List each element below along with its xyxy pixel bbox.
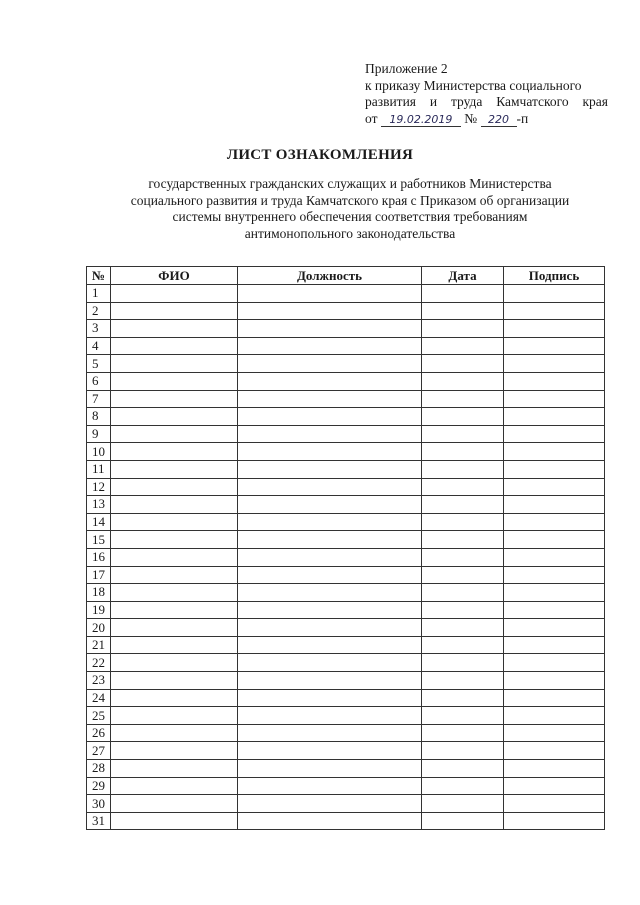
cell-position xyxy=(238,355,422,373)
cell-date xyxy=(422,724,504,742)
cell-fio xyxy=(111,355,238,373)
row-number: 26 xyxy=(87,724,111,742)
annex-word: и xyxy=(429,94,438,109)
cell-signature xyxy=(504,425,605,443)
cell-signature xyxy=(504,390,605,408)
header-signature: Подпись xyxy=(504,267,605,285)
cell-date xyxy=(422,689,504,707)
table-row xyxy=(87,355,605,373)
cell-signature xyxy=(504,795,605,813)
cell-fio xyxy=(111,390,238,408)
row-number: 17 xyxy=(87,566,111,584)
cell-date xyxy=(422,531,504,549)
row-number: 23 xyxy=(87,672,111,690)
cell-signature xyxy=(504,320,605,338)
cell-position xyxy=(238,566,422,584)
cell-signature xyxy=(504,513,605,531)
cell-position xyxy=(238,425,422,443)
cell-fio xyxy=(111,812,238,830)
annex-ministry-line xyxy=(365,94,608,111)
table-row xyxy=(87,812,605,830)
handwritten-number: 220 xyxy=(481,113,517,127)
table-header-row xyxy=(87,267,605,285)
cell-date xyxy=(422,460,504,478)
cell-signature xyxy=(504,443,605,461)
cell-date xyxy=(422,548,504,566)
cell-date xyxy=(422,408,504,426)
cell-fio xyxy=(111,654,238,672)
cell-position xyxy=(238,548,422,566)
row-number: 9 xyxy=(87,425,111,443)
cell-position xyxy=(238,531,422,549)
cell-position xyxy=(238,460,422,478)
cell-fio xyxy=(111,584,238,602)
cell-date xyxy=(422,285,504,303)
cell-date xyxy=(422,478,504,496)
row-number: 3 xyxy=(87,320,111,338)
header-fio: ФИО xyxy=(111,267,238,285)
cell-date xyxy=(422,707,504,725)
cell-position xyxy=(238,742,422,760)
cell-date xyxy=(422,337,504,355)
annex-word: развития xyxy=(365,94,417,109)
annex-date-line xyxy=(365,111,615,128)
cell-fio xyxy=(111,425,238,443)
cell-position xyxy=(238,636,422,654)
cell-signature xyxy=(504,531,605,549)
cell-date xyxy=(422,619,504,637)
cell-date xyxy=(422,496,504,514)
cell-signature xyxy=(504,460,605,478)
cell-fio xyxy=(111,636,238,654)
table-row xyxy=(87,777,605,795)
cell-signature xyxy=(504,408,605,426)
cell-date xyxy=(422,390,504,408)
acknowledgement-table xyxy=(86,266,605,830)
cell-date xyxy=(422,812,504,830)
cell-fio xyxy=(111,478,238,496)
cell-fio xyxy=(111,795,238,813)
cell-position xyxy=(238,795,422,813)
cell-fio xyxy=(111,531,238,549)
cell-fio xyxy=(111,724,238,742)
cell-date xyxy=(422,795,504,813)
row-number: 19 xyxy=(87,601,111,619)
cell-position xyxy=(238,777,422,795)
cell-signature xyxy=(504,619,605,637)
subtitle-line: системы внутреннего обеспечения соответствия требованиям xyxy=(172,209,528,224)
cell-position xyxy=(238,619,422,637)
subtitle-line: антимонопольного законодательства xyxy=(244,225,456,241)
table-row xyxy=(87,302,605,320)
cell-date xyxy=(422,760,504,778)
cell-signature xyxy=(504,707,605,725)
table-row xyxy=(87,724,605,742)
table-row xyxy=(87,566,605,584)
cell-fio xyxy=(111,460,238,478)
cell-fio xyxy=(111,302,238,320)
cell-signature xyxy=(504,812,605,830)
header-date: Дата xyxy=(422,267,504,285)
row-number: 20 xyxy=(87,619,111,637)
table-row xyxy=(87,689,605,707)
cell-fio xyxy=(111,548,238,566)
row-number: 21 xyxy=(87,636,111,654)
cell-fio xyxy=(111,337,238,355)
table-row xyxy=(87,619,605,637)
row-number: 4 xyxy=(87,337,111,355)
cell-fio xyxy=(111,408,238,426)
cell-fio xyxy=(111,707,238,725)
cell-fio xyxy=(111,619,238,637)
cell-date xyxy=(422,672,504,690)
cell-position xyxy=(238,707,422,725)
cell-date xyxy=(422,425,504,443)
cell-date xyxy=(422,566,504,584)
table-row xyxy=(87,285,605,303)
cell-position xyxy=(238,513,422,531)
table-row xyxy=(87,795,605,813)
cell-fio xyxy=(111,601,238,619)
cell-signature xyxy=(504,548,605,566)
row-number: 14 xyxy=(87,513,111,531)
table-row xyxy=(87,654,605,672)
cell-position xyxy=(238,390,422,408)
cell-position xyxy=(238,337,422,355)
table-row xyxy=(87,548,605,566)
annex-word: труда xyxy=(450,94,483,109)
cell-position xyxy=(238,302,422,320)
cell-signature xyxy=(504,654,605,672)
cell-date xyxy=(422,654,504,672)
row-number: 27 xyxy=(87,742,111,760)
cell-signature xyxy=(504,742,605,760)
cell-signature xyxy=(504,337,605,355)
cell-position xyxy=(238,672,422,690)
row-number: 1 xyxy=(87,285,111,303)
row-number: 10 xyxy=(87,443,111,461)
cell-fio xyxy=(111,320,238,338)
document-subtitle xyxy=(95,176,605,242)
cell-signature xyxy=(504,285,605,303)
number-label: № xyxy=(464,110,478,126)
annex-block xyxy=(365,61,615,127)
row-number: 13 xyxy=(87,496,111,514)
cell-signature xyxy=(504,689,605,707)
cell-date xyxy=(422,777,504,795)
row-number: 8 xyxy=(87,408,111,426)
row-number: 29 xyxy=(87,777,111,795)
row-number: 5 xyxy=(87,355,111,373)
cell-signature xyxy=(504,777,605,795)
row-number: 30 xyxy=(87,795,111,813)
cell-signature xyxy=(504,672,605,690)
row-number: 2 xyxy=(87,302,111,320)
cell-signature xyxy=(504,724,605,742)
row-number: 15 xyxy=(87,531,111,549)
cell-date xyxy=(422,742,504,760)
cell-signature xyxy=(504,636,605,654)
from-label: от xyxy=(365,110,378,126)
cell-position xyxy=(238,724,422,742)
cell-fio xyxy=(111,372,238,390)
cell-date xyxy=(422,320,504,338)
row-number: 18 xyxy=(87,584,111,602)
row-number: 7 xyxy=(87,390,111,408)
cell-signature xyxy=(504,372,605,390)
row-number: 25 xyxy=(87,707,111,725)
cell-position xyxy=(238,478,422,496)
cell-position xyxy=(238,760,422,778)
cell-signature xyxy=(504,601,605,619)
cell-position xyxy=(238,320,422,338)
cell-position xyxy=(238,496,422,514)
cell-date xyxy=(422,601,504,619)
cell-position xyxy=(238,689,422,707)
table-row xyxy=(87,478,605,496)
cell-fio xyxy=(111,672,238,690)
subtitle-line: государственных гражданских служащих и работников Министерства xyxy=(148,176,552,191)
cell-fio xyxy=(111,443,238,461)
table-row xyxy=(87,408,605,426)
table-row xyxy=(87,707,605,725)
table-row xyxy=(87,531,605,549)
cell-position xyxy=(238,654,422,672)
table-row xyxy=(87,443,605,461)
table-row xyxy=(87,513,605,531)
annex-word: края xyxy=(582,94,608,109)
cell-date xyxy=(422,584,504,602)
cell-date xyxy=(422,355,504,373)
header-position: Должность xyxy=(238,267,422,285)
subtitle-line: социального развития и труда Камчатского края с Приказом об организации xyxy=(130,192,570,208)
number-suffix: -п xyxy=(516,110,529,126)
cell-position xyxy=(238,601,422,619)
cell-position xyxy=(238,372,422,390)
document-title: ЛИСТ ОЗНАКОМЛЕНИЯ xyxy=(226,147,414,163)
cell-fio xyxy=(111,285,238,303)
row-number: 16 xyxy=(87,548,111,566)
table-row xyxy=(87,460,605,478)
table-row xyxy=(87,320,605,338)
cell-date xyxy=(422,636,504,654)
cell-fio xyxy=(111,496,238,514)
cell-signature xyxy=(504,302,605,320)
table-row xyxy=(87,636,605,654)
cell-signature xyxy=(504,355,605,373)
row-number: 22 xyxy=(87,654,111,672)
cell-signature xyxy=(504,566,605,584)
cell-position xyxy=(238,812,422,830)
table-row xyxy=(87,742,605,760)
table-row xyxy=(87,425,605,443)
row-number: 6 xyxy=(87,372,111,390)
header-number: № xyxy=(87,267,111,285)
cell-date xyxy=(422,302,504,320)
annex-order-line: к приказу Министерства социального xyxy=(365,77,582,93)
cell-position xyxy=(238,443,422,461)
table-row xyxy=(87,496,605,514)
table-row xyxy=(87,337,605,355)
cell-fio xyxy=(111,566,238,584)
table-row xyxy=(87,672,605,690)
row-number: 12 xyxy=(87,478,111,496)
cell-date xyxy=(422,372,504,390)
cell-fio xyxy=(111,760,238,778)
cell-signature xyxy=(504,760,605,778)
cell-date xyxy=(422,443,504,461)
cell-fio xyxy=(111,689,238,707)
cell-position xyxy=(238,584,422,602)
handwritten-date: 19.02.2019 xyxy=(381,113,461,127)
row-number: 24 xyxy=(87,689,111,707)
cell-position xyxy=(238,285,422,303)
table-row xyxy=(87,601,605,619)
row-number: 31 xyxy=(87,812,111,830)
cell-signature xyxy=(504,478,605,496)
row-number: 11 xyxy=(87,460,111,478)
row-number: 28 xyxy=(87,760,111,778)
table-row xyxy=(87,390,605,408)
cell-position xyxy=(238,408,422,426)
table-row xyxy=(87,372,605,390)
table-row xyxy=(87,760,605,778)
cell-fio xyxy=(111,742,238,760)
cell-signature xyxy=(504,496,605,514)
cell-fio xyxy=(111,513,238,531)
cell-fio xyxy=(111,777,238,795)
annex-word: Камчатского xyxy=(496,94,569,109)
cell-signature xyxy=(504,584,605,602)
annex-title: Приложение 2 xyxy=(365,61,448,76)
table-row xyxy=(87,584,605,602)
cell-date xyxy=(422,513,504,531)
